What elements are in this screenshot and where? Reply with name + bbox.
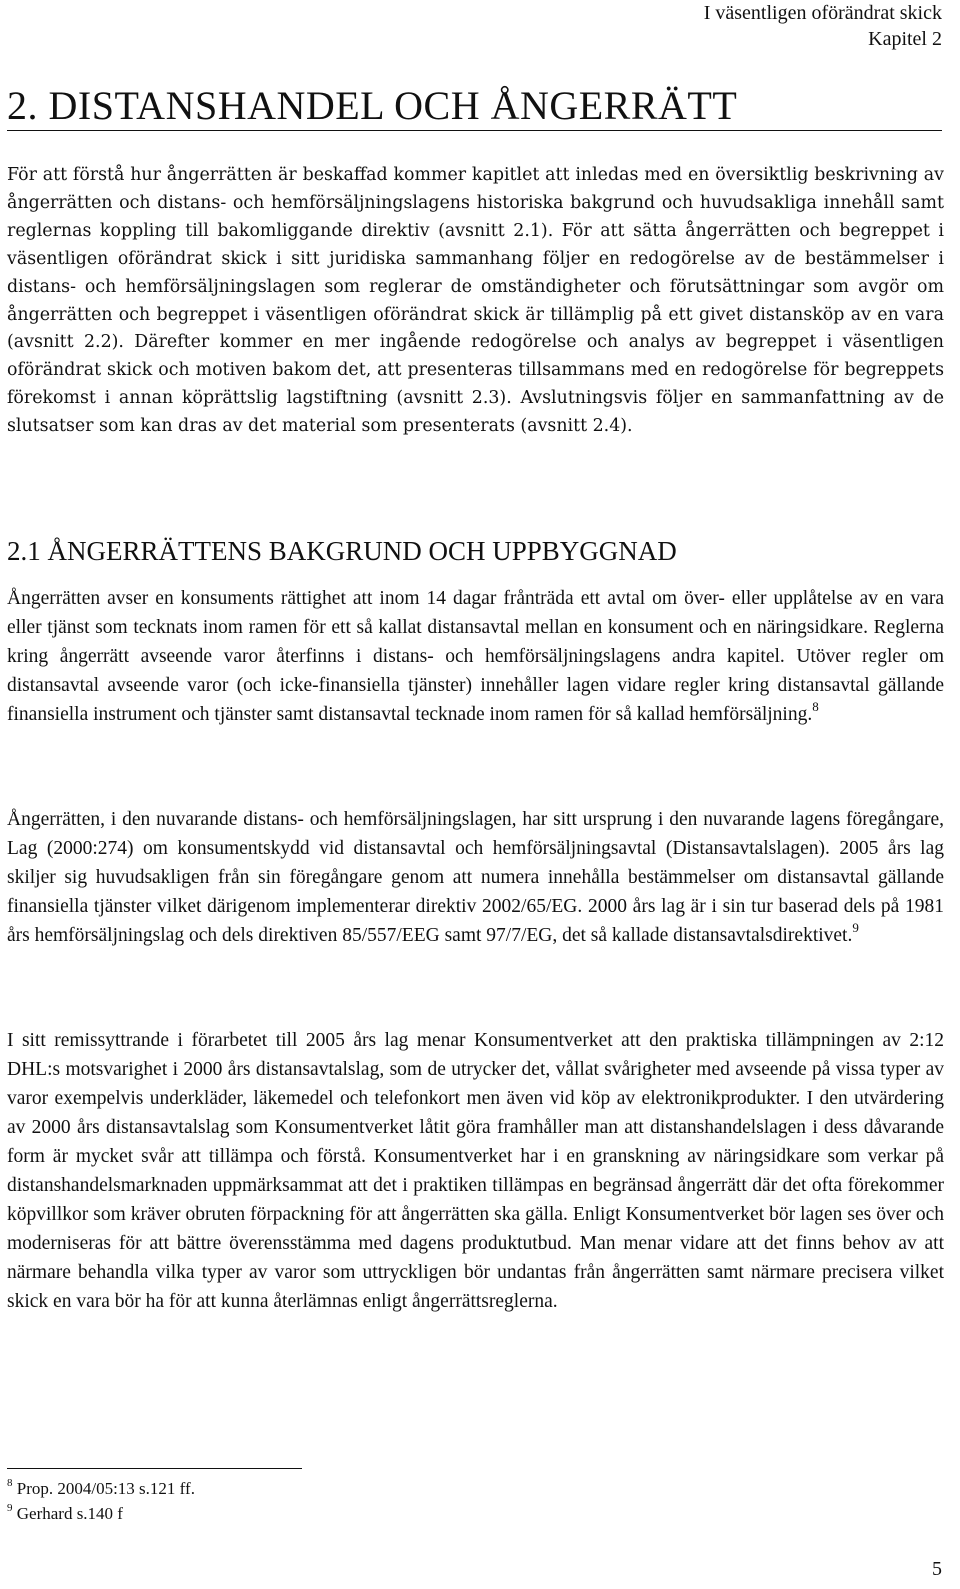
chapter-title: 2. DISTANSHANDEL OCH ÅNGERRÄTT [7,83,738,128]
footnotes [7,1476,195,1526]
footnote-separator [7,1468,302,1469]
body-paragraph-3: I sitt remissyttrande i förarbetet till 2005 års lag menar Konsumentverket att den praktiska tillämpningen av 2:12 DHL:s motsvarighet i 2000 års distansavtalslag, som de utrycker det, vållat svårigheter med avseende på vissa typer av varor exempelvis underkläder, läkemedel och telefonkort men även vid köp av elektronikprodukter. I den utvärdering av 2000 års distansavtalslag som Konsumentverket låtit göra framhåller man att distanshandelslagen i dess dåvarande form är mycket svår att tillämpa och förstå. Konsumentverket har i en granskning av näringsidkare som verkar på distanshandelsmarknaden uppmärksammat att det i praktiken tillämpas en begränsad ångerrätt där det ofta förekommer köpvillkor som kräver obruten förpackning för att ångerrätten ska gälla. Enligt Konsumentverket bör lagen ses över och moderniseras för att bättre överensstämma med dagens produktutbud. Man menar vidare att det finns behov av att närmare behandla vilka typer av varor som uttryckligen bör undantas från ångerrätten samt närmare precisera vilket skick en vara bör ha för att kunna återlämnas enligt ångerrättsreglerna. [7,1030,944,1312]
body-paragraph-2 [7,805,944,950]
footnote-text: Gerhard s.140 f [16,1504,123,1523]
paragraph-text: Ångerrätten avser en konsuments rättighet att inom 14 dagar frånträda ett avtal om över- eller upplåtelse av en vara eller tjänst som tecknats inom ramen för ett så kallat distansavtal mellan en konsument och en näringsidkare. Reglerna kring ångerrätt avseende varor återfinns i distans- och hemförsäljningslagens andra kapitel. Utöver regler om distansavtal avseende varor (och icke-finansiella tjänster) innehåller lagen vidare regler kring distansavtal gällande finansiella instrument och tjänster samt distansavtal tecknade inom ramen för så kallad hemförsäljning. [7,588,944,725]
footnote-ref-8[interactable]: 8 [812,699,819,714]
intro-paragraph: För att förstå hur ångerrätten är beskaffad kommer kapitlet att inledas med en översiktlig beskrivning av ångerrätten och distans- och hemförsäljningslagens historiska bakgrund och huvudsakliga innehåll samt reglernas koppling till bakomliggande direktiv (avsnitt 2.1). För att sätta ångerrätten och begreppet i väsentligen oförändrat skick i sitt juridiska sammanhang följer en redogörelse av de bestämmelser i distans- och hemförsäljningslagen som reglerar de omständigheter och förutsättningar som avgör om ångerrätten och begreppet i väsentligen oförändrat skick är tillämplig på ett givet distansköp av en vara (avsnitt 2.2). Därefter kommer en mer ingående redogörelse och analys av begreppet i väsentligen oförändrat skick och motiven bakom det, att presenteras tillsammans med en redogörelse för begreppets förekomst i annan köprättslig lagstiftning (avsnitt 2.3). Avslutningsvis följer en sammanfattning av de slutsatser som kan dras av det material som presenterats (avsnitt 2.4). [7,165,944,437]
running-head [704,0,942,52]
footnote-9 [7,1501,195,1526]
chapter-title-rule [7,130,942,131]
footnote-8 [7,1476,195,1501]
section-title: 2.1 ÅNGERRÄTTENS BAKGRUND OCH UPPBYGGNAD [7,536,677,566]
footnote-number: 9 [7,1502,13,1514]
body-paragraph-1 [7,584,944,729]
paragraph-text: Ångerrätten, i den nuvarande distans- och hemförsäljningslagen, har sitt ursprung i den nuvarande lagens föregångare, Lag (2000:274) om konsumentskydd vid distansavtal och hemförsäljningsavtal (Distansavtalslagen). 2005 års lag skiljer sig huvudsakligen från sin föregångare genom att numera innehålla bestämmelser om distansavtal gällande finansiella tjänster vilket därigenom implementerar direktiv 2002/65/EG. 2000 års lag är i sin tur baserad dels på 1981 års hemförsäljningslag och dels direktiven 85/557/EEG samt 97/7/EG, det så kallade distansavtalsdirektivet. [7,809,944,946]
footnote-ref-9[interactable]: 9 [852,920,859,935]
running-head-chapter: Kapitel 2 [868,28,942,50]
footnote-number: 8 [7,1477,13,1489]
running-head-title: I väsentligen oförändrat skick [703,2,942,24]
footnote-text: Prop. 2004/05:13 s.121 ff. [16,1479,195,1498]
page-number: 5 [932,1558,942,1580]
